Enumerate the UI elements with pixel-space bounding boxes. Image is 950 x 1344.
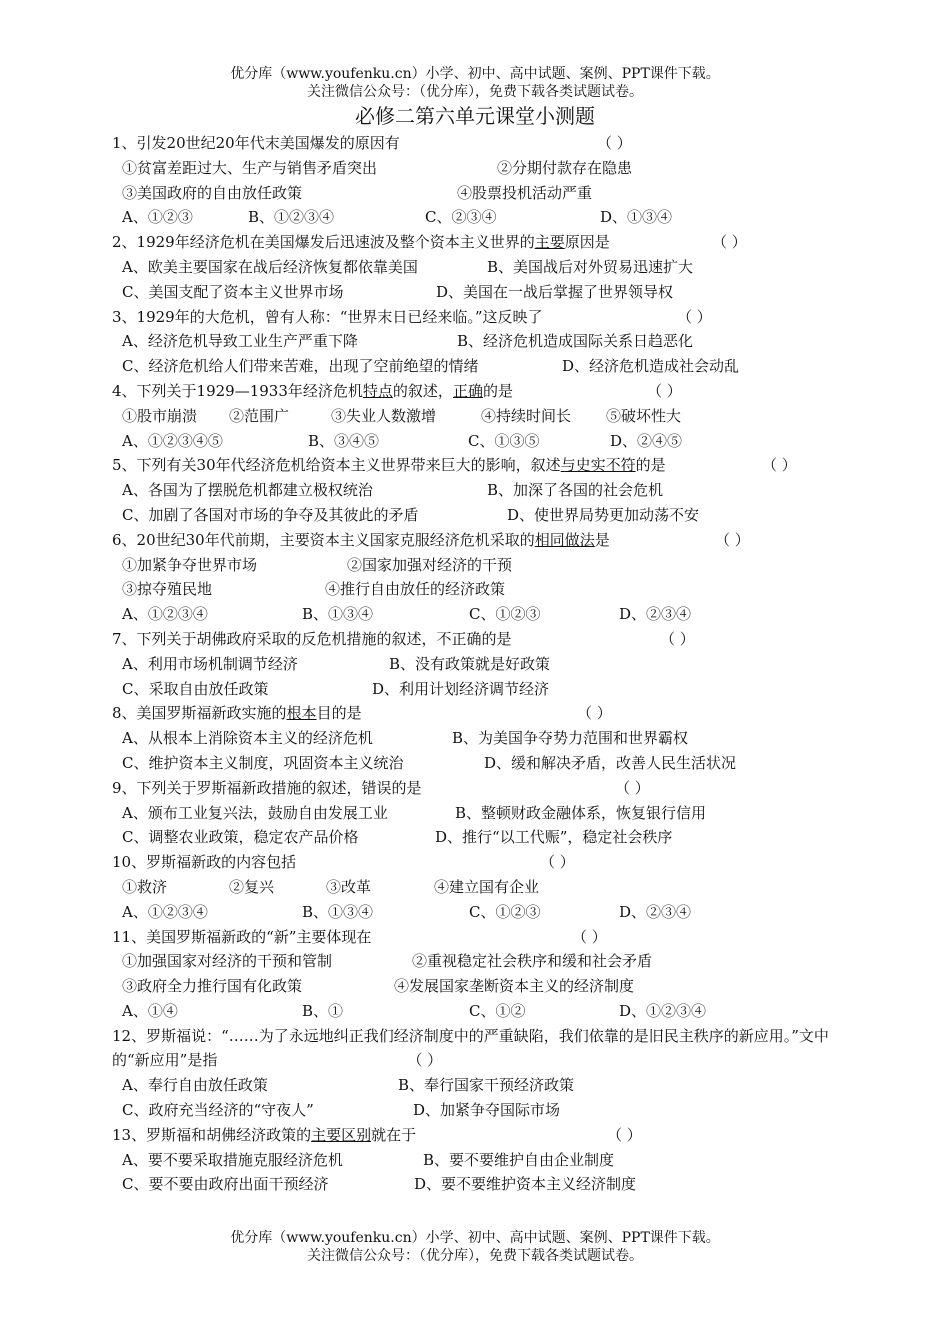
option-a: A、①④ [122, 1001, 178, 1020]
statement-item: ①救济 [122, 877, 168, 896]
answer-blank: （ ） [597, 134, 632, 152]
option-a: A、①②③ [122, 208, 193, 227]
option-c: C、维护资本主义制度，巩固资本主义统治 [122, 753, 404, 772]
option-b: B、美国战后对外贸易迅速扩大 [487, 257, 694, 276]
option-d: D、缓和解决矛盾，改善人民生活状况 [484, 753, 737, 772]
option-d: D、②③④ [619, 605, 692, 624]
page-footer [0, 1229, 950, 1265]
question-2-options-row-2 [112, 280, 842, 305]
footer-line-1: 优分库（www.youfenku.cn）小学、初中、高中试题、案例、PPT课件下载。 [230, 1230, 720, 1246]
option-b: B、整顿财政金融体系，恢复银行信用 [455, 803, 707, 822]
question-4-items [112, 404, 842, 429]
statement-item: ①股市崩溃 [122, 406, 198, 425]
answer-blank: （ ） [607, 1125, 642, 1144]
option-b: B、加深了各国的社会危机 [487, 481, 664, 500]
question-12-options-row-1 [112, 1073, 842, 1098]
statement-item: ③掠夺殖民地 [122, 580, 213, 599]
question-9-options-row-2 [112, 825, 842, 850]
option-d: D、①③④ [600, 208, 673, 227]
answer-blank: （ ） [677, 307, 712, 326]
option-b: B、①③④ [302, 605, 374, 624]
option-a: A、奉行自由放任政策 [122, 1076, 268, 1095]
underlined-keyword: 根本 [286, 704, 317, 723]
question-5-stem: 5、下列有关30年代经济危机给资本主义世界带来巨大的影响，叙述与史实不符的是 （ ） [112, 453, 842, 478]
question-8-options-row-2 [112, 751, 842, 776]
answer-blank: （ ） [660, 629, 695, 648]
underlined-keyword: 与史实不符 [560, 456, 636, 475]
option-a: A、欧美主要国家在战后经济恢复都依靠美国 [122, 257, 418, 276]
statement-item: ③失业人数激增 [331, 406, 437, 425]
option-a: A、①②③④⑤ [122, 431, 223, 450]
underlined-keyword: 主要区别 [311, 1125, 372, 1144]
question-11-items-row-2 [112, 974, 842, 999]
option-c: C、调整农业政策，稳定农产品价格 [122, 828, 359, 847]
option-a: A、①②③④ [122, 902, 208, 921]
answer-blank: （ ） [407, 1051, 443, 1070]
option-c: C、美国支配了资本主义世界市场 [122, 282, 344, 301]
option-a: A、①②③④ [122, 605, 208, 624]
statement-item: ④股票投机活动严重 [457, 183, 593, 202]
question-10-items [112, 875, 842, 900]
statement-item: ④持续时间长 [481, 406, 572, 425]
statement-item: ⑤破坏性大 [606, 406, 682, 425]
answer-blank: （ ） [577, 704, 612, 723]
option-c: C、经济危机给人们带来苦难，出现了空前绝望的情绪 [122, 357, 479, 376]
question-6-items-row-2 [112, 577, 842, 602]
statement-item: ④推行自由放任的经济政策 [325, 580, 506, 599]
statement-item: ①贫富差距过大、生产与销售矛盾突出 [122, 158, 378, 177]
option-d: D、美国在一战后掌握了世界领导权 [436, 282, 674, 301]
question-6-stem: 6、20世纪30年代前期，主要资本主义国家克服经济危机采取的相同做法是 （ ） [112, 528, 842, 553]
question-2-stem: 2、1929年经济危机在美国爆发后迅速波及整个资本主义世界的主要原因是 （ ） [112, 230, 842, 255]
question-11-options [112, 999, 842, 1024]
question-6-options [112, 602, 842, 627]
question-10-options [112, 900, 842, 925]
question-4-stem: 4、下列关于1929—1933年经济危机特点的叙述，正确的是 （ ） [112, 379, 842, 404]
page-title: 必修二第六单元课堂小测题 [355, 104, 595, 128]
option-d: D、①②③④ [619, 1001, 707, 1020]
answer-blank: （ ） [540, 853, 575, 872]
header-line-1: 优分库（www.youfenku.cn）小学、初中、高中试题、案例、PPT课件下载。 [230, 66, 720, 82]
statement-item: ③政府全力推行国有化政策 [122, 977, 303, 996]
option-c: C、加剧了各国对市场的争夺及其彼此的矛盾 [122, 505, 419, 524]
question-8-options-row-1 [112, 726, 842, 751]
question-4-options [112, 429, 842, 454]
question-7-stem: 7、下列关于胡佛政府采取的反危机措施的叙述，不正确的是 （ ） [112, 627, 842, 652]
question-13-stem: 13、罗斯福和胡佛经济政策的主要区别就在于 （ ） [112, 1123, 842, 1148]
option-b: B、没有政策就是好政策 [389, 654, 551, 673]
option-b: B、①②③④ [248, 208, 335, 227]
question-1-items-row-1 [112, 156, 842, 181]
option-b: B、奉行国家干预经济政策 [398, 1076, 575, 1095]
question-1-items-row-2 [112, 181, 842, 206]
option-d: D、经济危机造成社会动乱 [562, 357, 740, 376]
question-6-items-row-1 [112, 553, 842, 578]
statement-item: ③改革 [326, 877, 372, 896]
option-c: C、①②③ [469, 605, 541, 624]
question-2-options-row-1 [112, 255, 842, 280]
option-d: D、要不要维护资本主义经济制度 [414, 1175, 637, 1194]
option-b: B、要不要维护自由企业制度 [423, 1150, 615, 1169]
option-a: A、颁布工业复兴法，鼓励自由发展工业 [122, 803, 388, 822]
answer-blank: （ ） [572, 927, 607, 946]
header-line-2: 关注微信公众号：（优分库），免费下载各类试题试卷。 [307, 84, 643, 100]
option-b: B、经济危机造成国际关系日趋恶化 [457, 332, 694, 351]
page-header [0, 65, 950, 101]
option-a: A、要不要采取措施克服经济危机 [122, 1150, 343, 1169]
option-d: D、利用计划经济调节经济 [372, 679, 550, 698]
option-d: D、推行“以工代赈”，稳定社会秩序 [435, 828, 673, 847]
answer-blank: （ ） [715, 530, 750, 549]
question-12-options-row-2 [112, 1098, 842, 1123]
underlined-keyword: 主要 [534, 233, 565, 252]
option-a: A、从根本上消除资本主义的经济危机 [122, 729, 373, 748]
question-5-options-row-2 [112, 503, 842, 528]
question-11-stem: 11、美国罗斯福新政的“新”主要体现在 （ ） [112, 925, 842, 950]
statement-item: ②国家加强对经济的干预 [347, 555, 513, 574]
option-a: A、利用市场机制调节经济 [122, 654, 298, 673]
question-3-options-row-2 [112, 354, 842, 379]
question-list [112, 131, 842, 1197]
option-b: B、为美国争夺势力范围和世界霸权 [452, 729, 689, 748]
option-c: C、②③④ [425, 208, 497, 227]
statement-item: ②范围广 [229, 406, 290, 425]
statement-item: ①加紧争夺世界市场 [122, 555, 258, 574]
statement-item: ②复兴 [229, 877, 275, 896]
option-a: A、各国为了摆脱危机都建立极权统治 [122, 481, 373, 500]
question-12-stem: 12、罗斯福说：“……为了永远地纠正我们经济制度中的严重缺陷，我们依靠的是旧民主秩序的新应用。”文中的“新应用”是指 （ ） [112, 1026, 829, 1070]
statement-item: ①加强国家对经济的干预和管制 [122, 952, 333, 971]
answer-blank: （ ） [712, 233, 747, 252]
underlined-keyword: 特点 [362, 381, 393, 400]
question-3-options-row-1 [112, 329, 842, 354]
option-c: C、①② [469, 1001, 526, 1020]
answer-blank: （ ） [615, 778, 650, 797]
statement-item: ④发展国家垄断资本主义的经济制度 [394, 977, 635, 996]
question-7-options-row-1 [112, 652, 842, 677]
option-d: D、加紧争夺国际市场 [413, 1101, 561, 1120]
footer-line-2: 关注微信公众号：（优分库），免费下载各类试题试卷。 [307, 1248, 643, 1264]
option-a: A、经济危机导致工业生产严重下降 [122, 332, 358, 351]
underlined-keyword: 正确 [452, 381, 483, 400]
statement-item: ④建立国有企业 [434, 877, 540, 896]
option-c: C、要不要由政府出面干预经济 [122, 1175, 329, 1194]
question-10-stem: 10、罗斯福新政的内容包括 （ ） [112, 850, 842, 875]
question-13-options-row-2 [112, 1172, 842, 1197]
question-3-stem: 3、1929年的大危机，曾有人称：“世界末日已经来临。”这反映了 （ ） [112, 305, 842, 330]
option-d: D、使世界局势更加动荡不安 [507, 505, 700, 524]
option-c: C、①②③ [469, 902, 541, 921]
question-13-options-row-1 [112, 1148, 842, 1173]
option-b: B、①③④ [302, 902, 374, 921]
question-1-stem: 1、引发20世纪20年代末美国爆发的原因有 （ ） [112, 131, 842, 156]
question-9-options-row-1 [112, 801, 842, 826]
statement-item: ③美国政府的自由放任政策 [122, 183, 303, 202]
statement-item: ②重视稳定社会秩序和缓和社会矛盾 [412, 952, 653, 971]
option-d: D、②④⑤ [610, 431, 683, 450]
answer-blank: （ ） [647, 381, 682, 400]
question-5-options-row-1 [112, 478, 842, 503]
question-1-options [112, 205, 842, 230]
question-8-stem: 8、美国罗斯福新政实施的根本目的是 （ ） [112, 701, 842, 726]
question-9-stem: 9、下列关于罗斯福新政措施的叙述，错误的是 （ ） [112, 776, 842, 801]
option-c: C、采取自由放任政策 [122, 679, 269, 698]
option-c: C、①③⑤ [468, 431, 540, 450]
question-11-items-row-1 [112, 949, 842, 974]
underlined-keyword: 相同做法 [534, 530, 595, 549]
answer-blank: （ ） [762, 456, 797, 475]
statement-item: ②分期付款存在隐患 [497, 158, 633, 177]
question-7-options-row-2 [112, 677, 842, 702]
option-b: B、① [302, 1001, 344, 1020]
option-d: D、②③④ [619, 902, 692, 921]
option-b: B、③④⑤ [308, 431, 380, 450]
option-c: C、政府充当经济的“守夜人” [122, 1101, 314, 1120]
